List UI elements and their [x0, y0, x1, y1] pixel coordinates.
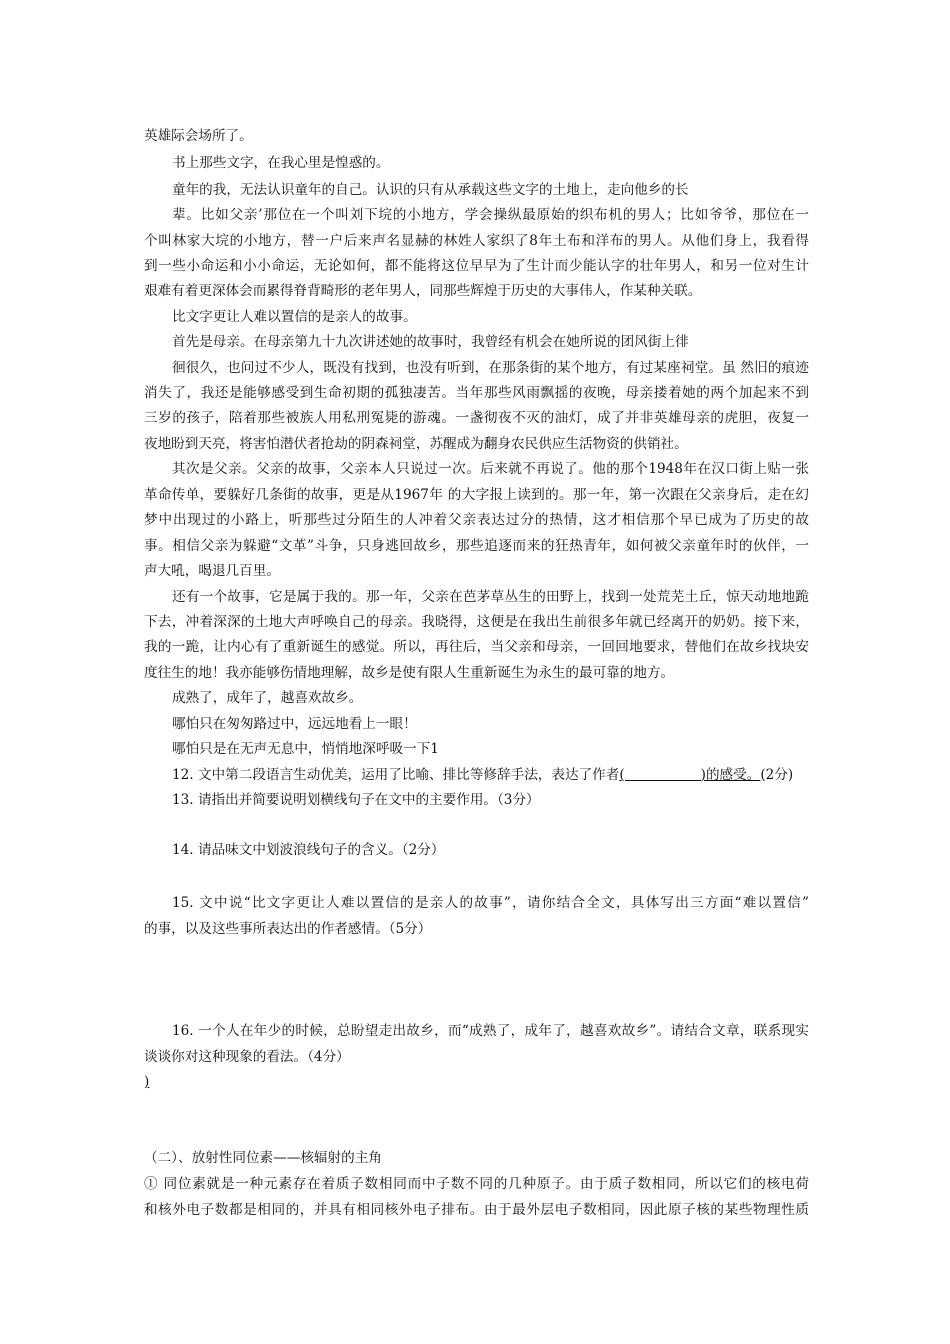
section-2-title: （二）、放射性同位素——核辐射的主角	[144, 1150, 382, 1166]
text-line: 度往生的地！我亦能够伤情地理解，故乡是使有限人生重新诞生为永生的最可靠的地方。	[144, 665, 675, 681]
text-line: 下去，冲着深深的土地大声呼唤自己的母亲。我晓得，这便是在我出生前很多年就已经离开的奶奶。接下来，	[144, 614, 809, 630]
text-line: 消失了，我还是能够感受到生命初期的孤独凄苦。当年那些风雨飘摇的夜晚，母亲搂着她的两个加起来不到	[144, 385, 809, 401]
text-line: 童年的我，无法认识童年的自己。认识的只有从承载这些文字的土地上，走向他乡的长	[172, 182, 689, 198]
text-line: 个叫林家大垸的小地方，替一户后来声名显赫的林姓人家织了8年土布和洋布的男人。从他们身上，我看得	[144, 233, 809, 249]
text-line: 英雄际会场所了。	[144, 128, 253, 144]
text-line: 艰难有着更深体会而累得脊背畸形的老年男人，同那些辉煌于历史的大事伟人，作某种关联。	[144, 283, 702, 299]
text-line: 革命传单，要躲好几条街的故事，更是从1967年 的大字报上读到的。那一年，第一次跟在父亲身后，走在幻	[144, 487, 809, 503]
text-line: 到一些小命运和小小命运，无论如何，都不能将这位早早为了生计而少能认字的壮年男人，和另一位对生计	[144, 258, 809, 274]
text-line: 成熟了，成年了，越喜欢故乡。	[172, 690, 363, 706]
question-16-line1: 16. 一个人在年少的时候，总盼望走出故乡，而“成熟了，成年了，越喜欢故乡”。请结合文章，联系现实	[172, 1023, 809, 1039]
q12-blank[interactable]	[625, 767, 701, 781]
question-12	[172, 765, 812, 785]
text-line: 辈。比如父亲’那位在一个叫刘下垸的小地方，学会操纵最原始的织布机的男人；比如爷爷，那位在一	[172, 207, 809, 223]
text-line: 比文字更让人难以置信的是亲人的故事。	[172, 309, 417, 325]
text-line: 事。相信父亲为躲避“文革”斗争，只身逃回故乡，那些追逐而来的狂热青年，如何被父亲童年时的伙伴，一	[144, 538, 809, 554]
q12-score: (2分)	[760, 767, 794, 783]
text-line: 声大吼，喝退几百里。	[144, 563, 280, 579]
text-line: 哪怕只在匆匆路过中，远远地看上一眼！	[172, 716, 417, 732]
text-line: 我的一跪，让内心有了重新诞生的感觉。所以，再往后，当父亲和母亲，一回回地要求，替他们在故乡找块安	[144, 639, 809, 655]
text-line: 夜地盼到天亮，将害怕潜伏者抢劫的阴森祠堂，苏醒成为翻身农民供应生活物资的供销社。	[144, 436, 688, 452]
q12-open: (	[619, 767, 625, 783]
question-15-line2: 的事，以及这些事所表达出的作者感情。（5分）	[144, 921, 432, 937]
q12-close: )的感受。	[700, 767, 761, 783]
question-15-line1: 15. 文中说“比文字更让人难以置信的是亲人的故事”，请你结合全文，具体写出三方面“难以置信”	[172, 895, 809, 911]
question-14: 14. 请品味文中划波浪线句子的含义。（2分）	[172, 842, 445, 858]
text-line: 梦中出现过的小路上，听那些过分陌生的人冲着父亲表达过分的热情，这才相信那个早已成为了历史的故	[144, 512, 809, 528]
text-line: 徊很久，也问过不少人，既没有找到，也没有听到，在那条街的某个地方，有过某座祠堂。虽 然旧的痕迹	[172, 360, 809, 376]
text-line: 书上那些文字，在我心里是惶惑的。	[172, 155, 390, 171]
text-line: 还有一个故事，它是属于我的。那一年，父亲在芭茅草丛生的田野上，找到一处荒芜土丘，惊天动地地跪	[172, 589, 809, 605]
question-16-line2: 谈谈你对这种现象的看法。（4分）	[144, 1049, 350, 1065]
text-line: 其次是父亲。父亲的故事，父亲本人只说过一次。后来就不再说了。他的那个1948年在汉口街上贴一张	[172, 461, 809, 477]
text-line: 首先是母亲。在母亲第九十九次讲述她的故事时，我曾经有机会在她所说的团风街上徘	[172, 334, 689, 350]
text-line: ① 同位素就是一种元素存在着质子数相同而中子数不同的几种原子。由于质子数相同，所以它们的核电荷	[144, 1176, 809, 1192]
question-13: 13. 请指出并简要说明划横线句子在文中的主要作用。（3分）	[172, 792, 540, 808]
stray-mark: )	[144, 1074, 150, 1090]
text-line: 哪怕只是在无声无息中，悄悄地深呼吸一下1	[172, 741, 439, 757]
text-line: 三岁的孩子，陪着那些被族人用私刑冤毙的游魂。一盏彻夜不灭的油灯，成了并非英雄母亲的虎胆，夜复一	[144, 410, 809, 426]
text-line: 和核外电子数都是相同的，并具有相同核外电子排布。由于最外层电子数相同，因此原子核的某些物理性质	[144, 1202, 809, 1218]
q12-text: 12. 文中第二段语言生动优美，运用了比喻、排比等修辞手法，表达了作者	[172, 767, 620, 783]
